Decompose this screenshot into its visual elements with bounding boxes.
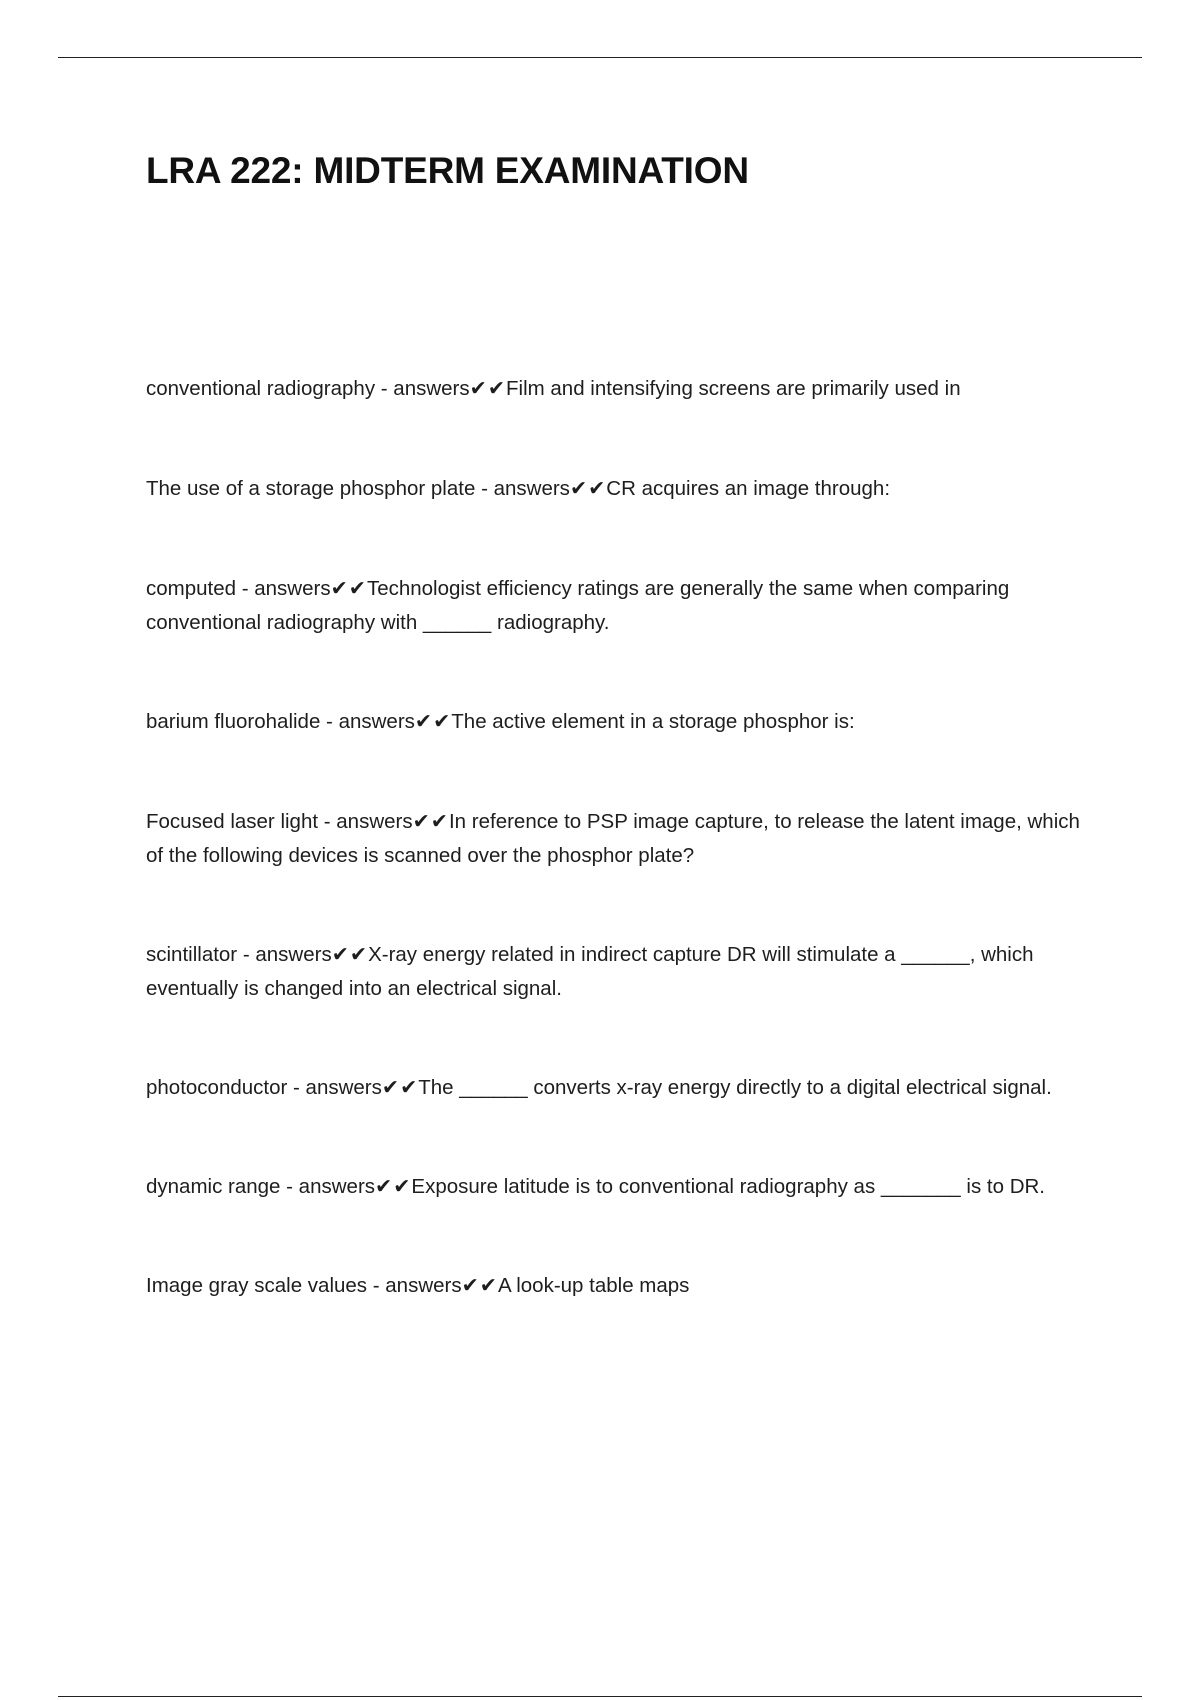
answers-separator: - answers (280, 1175, 376, 1198)
question-text: CR acquires an image through: (606, 477, 891, 500)
question-text: The ______ converts x-ray energy directly to a digital electrical signal. (418, 1076, 1052, 1099)
answer-text: conventional radiography (146, 377, 376, 400)
question-text: X-ray energy related in indirect capture DR will stimulate a ______, which eventually is changed into an electrical signal. (146, 943, 1034, 1000)
check-mark-icon: ✔✔ (330, 577, 367, 600)
question-text: The active element in a storage phosphor is: (451, 710, 855, 733)
answers-separator: - answers (475, 477, 570, 500)
qa-item (146, 572, 1086, 640)
qa-item (146, 1170, 1086, 1204)
answers-separator: - answers (375, 377, 470, 400)
bottom-rule (58, 1696, 1142, 1697)
question-text: In reference to PSP image capture, to release the latent image, which of the following devices is scanned over the phosphor plate? (146, 810, 1080, 867)
answer-text: scintillator (146, 943, 238, 966)
check-mark-icon: ✔✔ (569, 477, 607, 500)
answer-text: dynamic range (146, 1175, 281, 1198)
check-mark-icon: ✔✔ (381, 1076, 419, 1099)
question-text: Technologist efficiency ratings are generally the same when comparing conventional radiography with ______ radiography. (146, 577, 1010, 634)
answers-separator: - answers (236, 577, 331, 600)
answer-text: Image gray scale values (146, 1274, 368, 1297)
check-mark-icon: ✔✔ (375, 1175, 412, 1198)
question-text: Exposure latitude is to conventional radiography as _______ is to DR. (411, 1175, 1045, 1198)
qa-item (146, 472, 1086, 506)
top-rule (58, 57, 1142, 58)
qa-item (146, 372, 1086, 406)
check-mark-icon: ✔✔ (414, 710, 452, 733)
qa-list (146, 372, 1086, 1303)
answer-text: photoconductor (146, 1076, 288, 1099)
question-text: Film and intensifying screens are primarily used in (506, 377, 961, 400)
answer-text: Focused laser light (146, 810, 319, 833)
answer-text: The use of a storage phosphor plate (146, 477, 476, 500)
qa-item (146, 1269, 1086, 1303)
check-mark-icon: ✔✔ (412, 810, 449, 833)
qa-item (146, 805, 1086, 873)
answers-separator: - answers (318, 810, 413, 833)
answer-text: barium fluorohalide (146, 710, 321, 733)
check-mark-icon: ✔✔ (331, 943, 369, 966)
answers-separator: - answers (367, 1274, 462, 1297)
answer-text: computed (146, 577, 237, 600)
page-title: LRA 222: MIDTERM EXAMINATION (146, 150, 749, 191)
check-mark-icon: ✔✔ (461, 1274, 498, 1297)
question-text: A look-up table maps (497, 1274, 690, 1297)
check-mark-icon: ✔✔ (469, 377, 506, 400)
qa-item (146, 1071, 1086, 1105)
qa-item (146, 705, 1086, 739)
answers-separator: - answers (287, 1076, 382, 1099)
answers-separator: - answers (320, 710, 415, 733)
answers-separator: - answers (237, 943, 332, 966)
qa-item (146, 938, 1086, 1006)
